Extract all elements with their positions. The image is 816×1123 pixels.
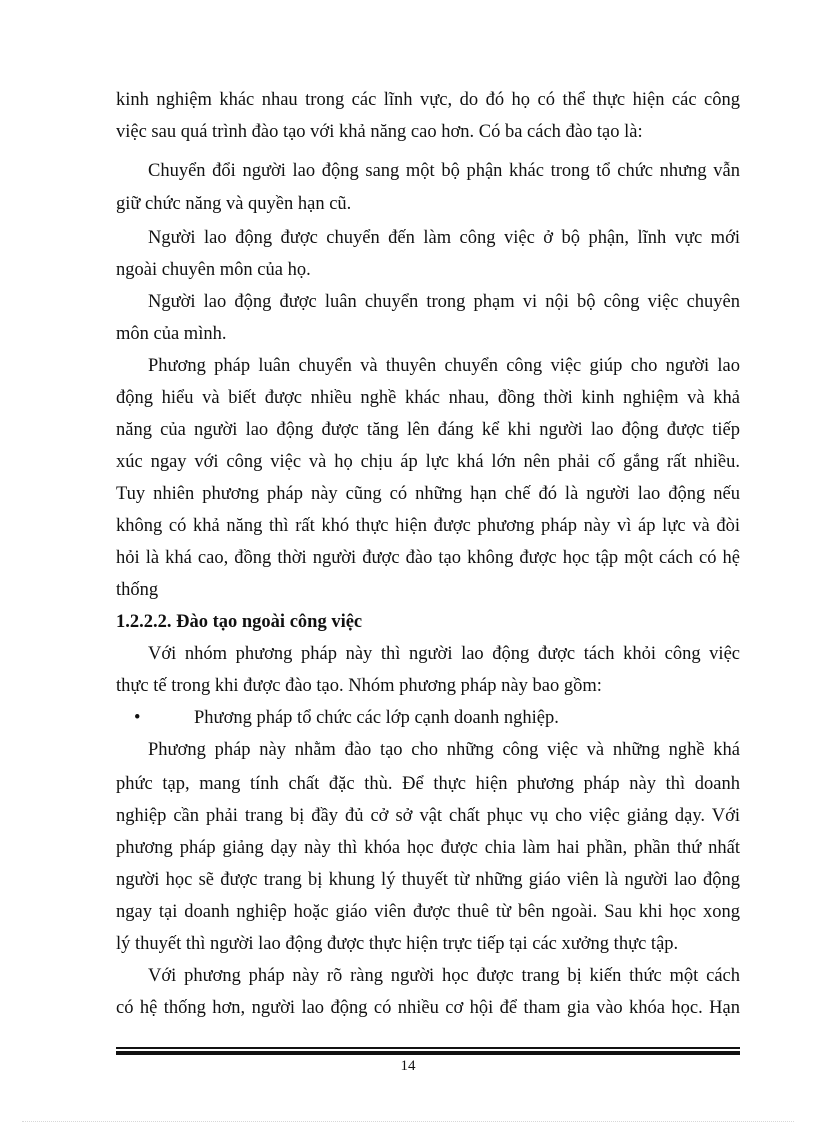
- text-line: kinh nghiệm khác nhau trong các lĩnh vực, do đó họ có thể thực hiện các công: [116, 90, 740, 110]
- text-line: việc sau quá trình đào tạo với khả năng cao hơn. Có ba cách đào tạo là:: [116, 122, 643, 142]
- page-edge-divider: [22, 1121, 794, 1122]
- text-line: môn của mình.: [116, 324, 227, 344]
- text-line: thống: [116, 580, 159, 600]
- text-line: Phương pháp luân chuyển và thuyên chuyển công việc giúp cho người lao: [148, 356, 740, 376]
- footer-rule-thick: [116, 1051, 740, 1055]
- text-line: ngay tại doanh nghiệp hoặc giáo viên được thuê từ bên ngoài. Sau khi học xong: [116, 902, 740, 922]
- text-line: Phương pháp này nhằm đào tạo cho những công việc và những nghề khá: [148, 740, 740, 760]
- text-line: có hệ thống hơn, người lao động có nhiều cơ hội để tham gia vào khóa học. Hạn: [116, 998, 740, 1018]
- text-line: hỏi là khá cao, đồng thời người được đào tạo không được học tập một cách có hệ: [116, 548, 740, 568]
- text-line: ngoài chuyên môn của họ.: [116, 260, 311, 280]
- bullet-icon: •: [134, 708, 141, 728]
- text-line: giữ chức năng và quyền hạn cũ.: [116, 194, 352, 214]
- text-line: thực tế trong khi được đào tạo. Nhóm phương pháp này bao gồm:: [116, 676, 602, 696]
- text-line: Chuyển đổi người lao động sang một bộ phận khác trong tổ chức nhưng vẫn: [148, 161, 740, 181]
- page-number: 14: [400, 1058, 416, 1074]
- text-line: người học sẽ được trang bị khung lý thuyết từ những giáo viên là người lao động: [116, 870, 740, 890]
- text-line: năng của người lao động được tăng lên đáng kể khi người lao động được tiếp: [116, 420, 740, 440]
- text-line: nghiệp cần phải trang bị đầy đủ cở sở vật chất phục vụ cho việc giảng dạy. Với: [116, 806, 740, 826]
- text-line: xúc ngay với công việc và họ chịu áp lực khá lớn nên phải cố gắng rất nhiều.: [116, 452, 740, 472]
- bullet-item: Phương pháp tổ chức các lớp cạnh doanh nghiệp.: [194, 708, 559, 728]
- text-line: lý thuyết thì người lao động được thực hiện trực tiếp tại các xưởng thực tập.: [116, 934, 679, 954]
- text-line: phương pháp giảng dạy này thì khóa học được chia làm hai phần, phần thứ nhất: [116, 838, 740, 858]
- footer-rule: [116, 1047, 740, 1049]
- text-line: Tuy nhiên phương pháp này cũng có những hạn chế đó là người lao động nếu: [116, 484, 740, 504]
- text-line: Với phương pháp này rõ ràng người học được trang bị kiến thức một cách: [148, 966, 740, 986]
- text-line: động hiểu và biết được nhiều nghề khác nhau, đồng thời kinh nghiệm và khả: [116, 388, 740, 408]
- text-line: phức tạp, mang tính chất đặc thù. Để thực hiện phương pháp này thì doanh: [116, 774, 740, 794]
- text-line: Với nhóm phương pháp này thì người lao động được tách khỏi công việc: [148, 644, 740, 664]
- text-line: Người lao động được luân chuyển trong phạm vi nội bộ công việc chuyên: [148, 292, 740, 312]
- text-line: Người lao động được chuyển đến làm công việc ở bộ phận, lĩnh vực mới: [148, 228, 740, 248]
- text-line: không có khả năng thì rất khó thực hiện được phương pháp này vì áp lực và đòi: [116, 516, 740, 536]
- section-heading: 1.2.2.2. Đào tạo ngoài công việc: [116, 612, 363, 632]
